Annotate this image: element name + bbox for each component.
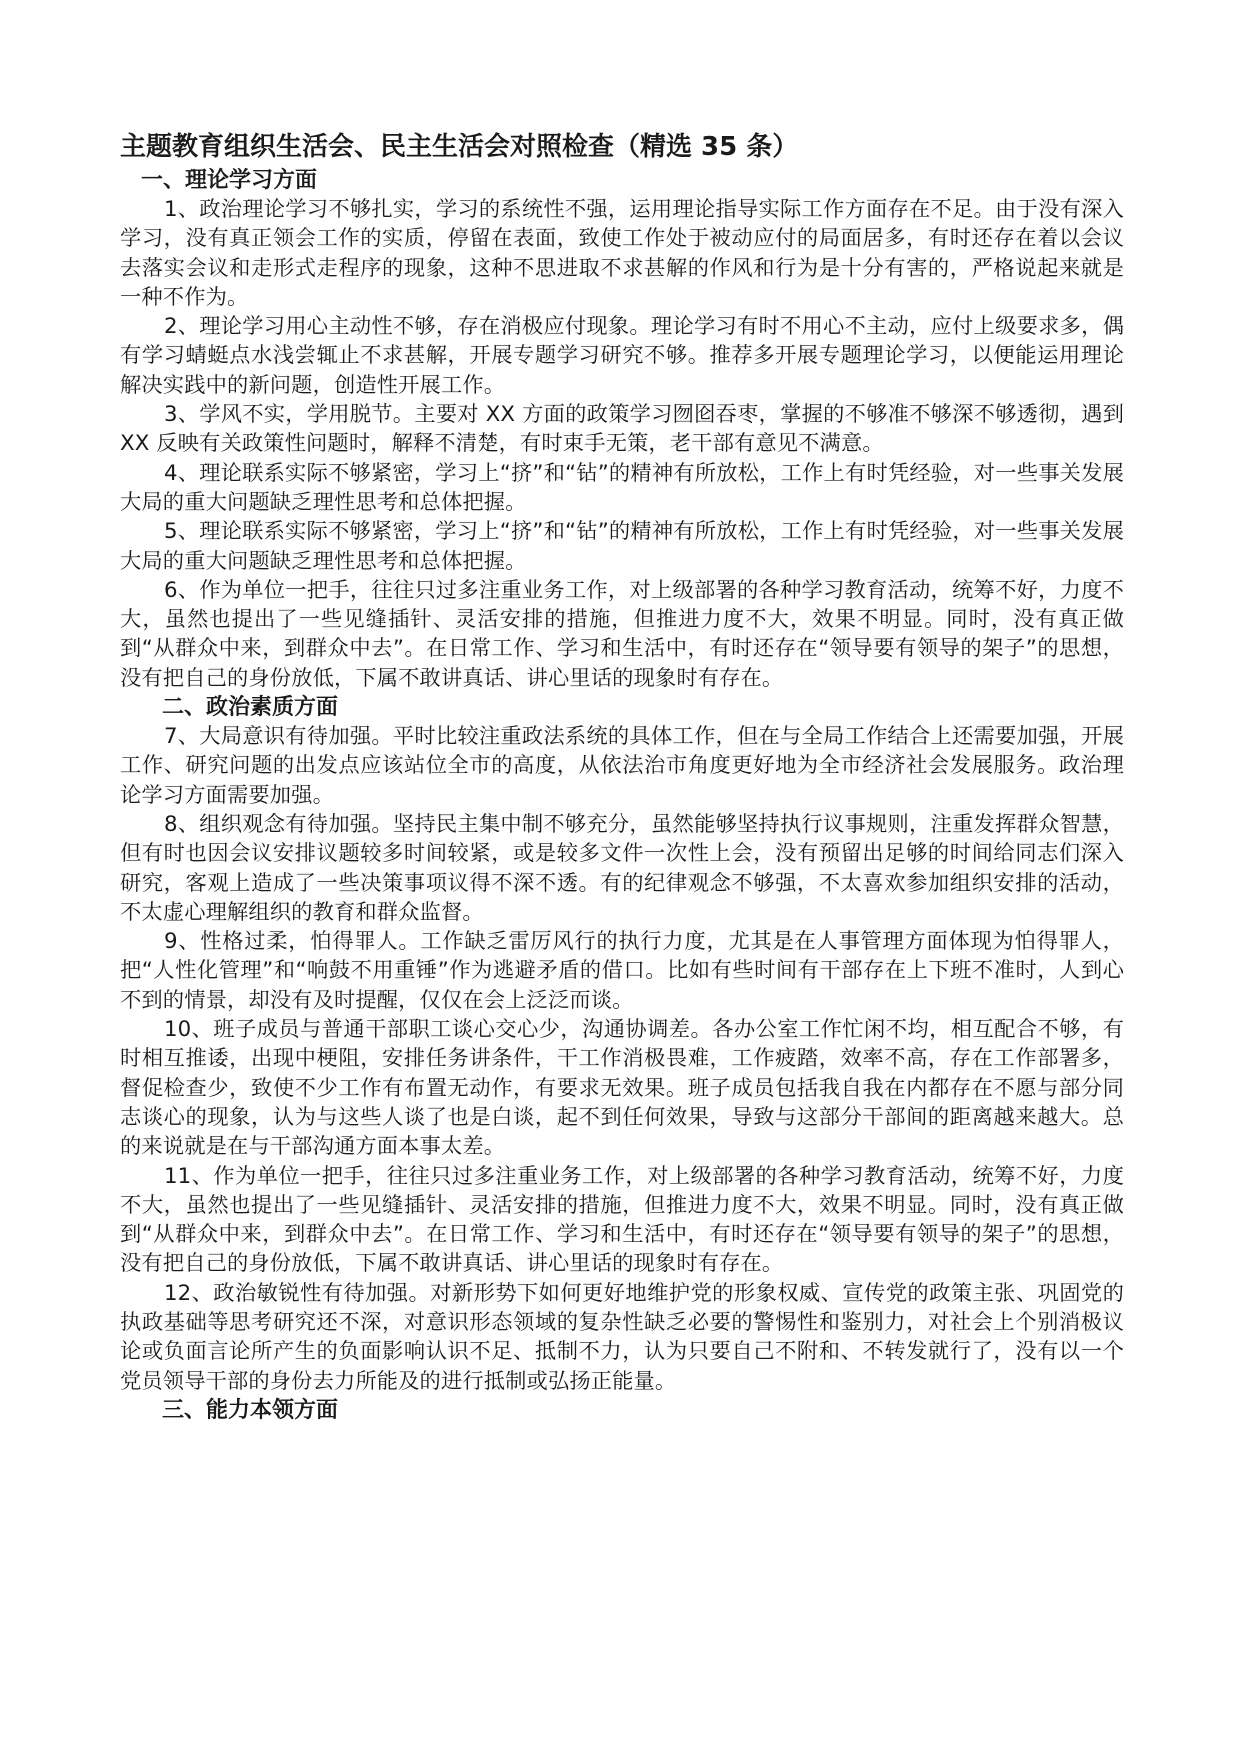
paragraph-item-11: 11、作为单位一把手，往往只过多注重业务工作，对上级部署的各种学习教育活动，统筹不好，力度不大，虽然也提出了一些见缝插针、灵活安排的措施，但推进力度不大，效果不明显。同时，没有真正做到“从群众中来，到群众中去”。在日常工作、学习和生活中，有时还存在“领导要有领导的架子”的思想，没有把自己的身份放低，下属不敢讲真话、讲心里话的现象时有存在。: [120, 1163, 1124, 1277]
paragraph-item-7: 7、大局意识有待加强。平时比较注重政法系统的具体工作，但在与全局工作结合上还需要加强，开展工作、研究问题的出发点应该站位全市的高度，从依法治市角度更好地为全市经济社会发展服务。政治理论学习方面需要加强。: [120, 724, 1124, 808]
paragraph-item-12: 12、政治敏锐性有待加强。对新形势下如何更好地维护党的形象权威、宣传党的政策主张、巩固党的执政基础等思考研究还不深，对意识形态领域的复杂性缺乏必要的警惕性和鉴别力，对社会上个别消极议论或负面言论所产生的负面影响认识不足、抵制不力，认为只要自己不附和、不转发就行了，没有以一个党员领导干部的身份去力所能及的进行抵制或弘扬正能量。: [120, 1280, 1124, 1394]
paragraph-item-1: 1、政治理论学习不够扎实，学习的系统性不强，运用理论指导实际工作方面存在不足。由于没有深入学习，没有真正领会工作的实质，停留在表面，致使工作处于被动应付的局面居多，有时还存在着以会议去落实会议和走形式走程序的现象，这种不思进取不求甚解的作风和行为是十分有害的，严格说起来就是一种不作为。: [120, 197, 1124, 310]
paragraph-item-4: 4、理论联系实际不够紧密，学习上“挤”和“钻”的精神有所放松，工作上有时凭经验，对一些事关发展大局的重大问题缺乏理性思考和总体把握。: [120, 460, 1124, 515]
paragraph-item-6: 6、作为单位一把手，往往只过多注重业务工作，对上级部署的各种学习教育活动，统筹不好，力度不大，虽然也提出了一些见缝插针、灵活安排的措施，但推进力度不大，效果不明显。同时，没有真正做到“从群众中来，到群众中去”。在日常工作、学习和生活中，有时还存在“领导要有领导的架子”的思想，没有把自己的身份放低，下属不敢讲真话、讲心里话的现象时有存在。: [120, 577, 1124, 691]
paragraph-item-9: 9、性格过柔，怕得罪人。工作缺乏雷厉风行的执行力度，尤其是在人事管理方面体现为怕得罪人，把“人性化管理”和“响鼓不用重锤”作为逃避矛盾的借口。比如有些时间有干部存在上下班不准时，人到心不到的情景，却没有及时提醒，仅仅在会上泛泛而谈。: [120, 929, 1124, 1013]
paragraph-item-3: 3、学风不实，学用脱节。主要对 XX 方面的政策学习囫囵吞枣，掌握的不够准不够深不够透彻，遇到 XX 反映有关政策性问题时，解释不清楚，有时束手无策，老干部有意见不满意。: [120, 402, 1124, 457]
paragraph-item-2: 2、理论学习用心主动性不够，存在消极应付现象。理论学习有时不用心不主动，应付上级要求多，偶有学习蜻蜓点水浅尝辄止不求甚解，开展专题学习研究不够。推荐多开展专题理论学习，以便能运用理论解决实践中的新问题，创造性开展工作。: [120, 314, 1124, 398]
paragraph-item-8: 8、组织观念有待加强。坚持民主集中制不够充分，虽然能够坚持执行议事规则，注重发挥群众智慧，但有时也因会议安排议题较多时间较紧，或是较多文件一次性上会，没有预留出足够的时间给同志们深入研究，客观上造成了一些决策事项议得不深不透。有的纪律观念不够强，不太喜欢参加组织安排的活动，不太虚心理解组织的教育和群众监督。: [120, 811, 1124, 925]
paragraph-item-5: 5、理论联系实际不够紧密，学习上“挤”和“钻”的精神有所放松，工作上有时凭经验，对一些事关发展大局的重大问题缺乏理性思考和总体把握。: [120, 519, 1124, 574]
document-title: 主题教育组织生活会、民主生活会对照检查（精选 35 条）: [120, 132, 799, 162]
section-heading-ability: 三、能力本领方面: [162, 1397, 339, 1423]
document-page: [120, 130, 1124, 1425]
paragraph-item-10: 10、班子成员与普通干部职工谈心交心少，沟通协调差。各办公室工作忙闲不均，相互配合不够，有时相互推诿，出现中梗阻，安排任务讲条件，干工作消极畏难，工作疲踏，效率不高，存在工作部署多，督促检查少，致使不少工作有布置无动作，有要求无效果。班子成员包括我自我在内都存在不愿与部分同志谈心的现象，认为与这些人谈了也是白谈，起不到任何效果，导致与这部分干部间的距离越来越大。总的来说就是在与干部沟通方面本事太差。: [120, 1017, 1124, 1160]
section-heading-political: 二、政治素质方面: [162, 695, 339, 721]
section-heading-theory: 一、理论学习方面: [141, 168, 318, 193]
